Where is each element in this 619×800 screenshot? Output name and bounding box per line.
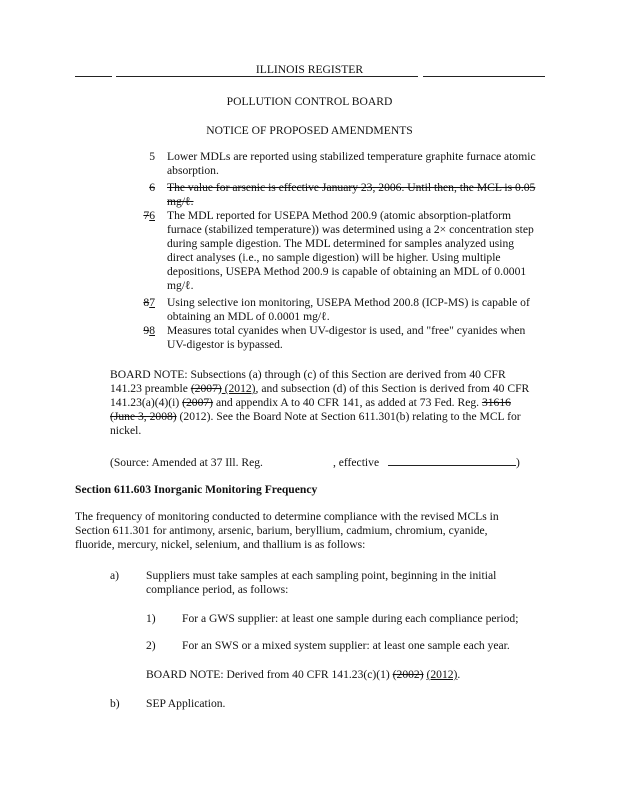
board-note: BOARD NOTE: Subsections (a) through (c) of this Section are derived from 40 CFR 141.23 preamble (2007) (2012), and subsection (d) of this Section is derived from 40 CFR 141.23(a)(4)(i) (2007) and appendix A to 40 CFR 141, as added at 73 Fed. Reg. 31616 (June 3, 2008) (2012). See the Board Note at Section 611.301(b) relating to the MCL for nickel. (110, 368, 530, 437)
footnote-text-deleted: The value for arsenic is effective January 23, 2006. Until then, the MCL is 0.05 mg/ℓ. (167, 181, 536, 208)
subsection-a-board-note: BOARD NOTE: Derived from 40 CFR 141.23(c)(1) (2002) (2012). (146, 668, 461, 681)
subsection-a1-text: For a GWS supplier: at least one sample during each compliance period; (182, 612, 519, 625)
subsection-a-label: a) (110, 569, 120, 582)
footnote-number: 5 (149, 150, 155, 163)
footnote-text: Measures total cyanides when UV-digestor is used, and "free" cyanides when UV-digestor is bypassed. (167, 324, 526, 351)
footnote-text: Using selective ion monitoring, USEPA Method 200.8 (ICP-MS) is capable of obtaining an MDL of 0.0001 mg/ℓ. (167, 296, 530, 323)
section-heading: Section 611.603 Inorganic Monitoring Frequency (75, 483, 318, 496)
effective-date-blank (388, 454, 516, 466)
register-title: ILLINOIS REGISTER (255, 63, 364, 76)
notice-title: NOTICE OF PROPOSED AMENDMENTS (206, 124, 413, 137)
subsection-b-label: b) (110, 697, 120, 710)
subsection-a1-label: 1) (146, 612, 156, 625)
footnote-text: The MDL reported for USEPA Method 200.9 (atomic absorption-platform furnace (stabilized temperature)) was determined using a 2× concentration step during sample digestion. The MDL determined for samples analyzed using direct analyses (i.e., no sample digestion) will be higher. Using multiple depositions, USEPA Method 200.9 is capable of obtaining an MDL of 0.0001 mg/ℓ. (167, 209, 534, 292)
subsection-a-text: Suppliers must take samples at each sampling point, beginning in the initial compliance period, as follows: (146, 569, 497, 596)
section-intro: The frequency of monitoring conducted to determine compliance with the revised MCLs in Section 611.301 for antimony, arsenic, barium, beryllium, cadmium, chromium, cyanide, fluoride, mercury, nickel, selenium, and thallium is as follows: (75, 510, 499, 551)
footnote-number: 76 (143, 209, 155, 222)
subsection-b-text: SEP Application. (146, 697, 226, 710)
subsection-a2-text: For an SWS or a mixed system supplier: at least one sample each year. (182, 639, 510, 652)
footnote-text: Lower MDLs are reported using stabilized temperature graphite furnace atomic absorption. (167, 150, 536, 177)
footnote-number-deleted: 6 (149, 181, 155, 194)
footnote-number: 98 (143, 324, 155, 337)
subsection-a2-label: 2) (146, 639, 156, 652)
board-title: POLLUTION CONTROL BOARD (226, 95, 393, 108)
source-line: (Source: Amended at 37 Ill. Reg. , effective ) (110, 456, 520, 469)
footnote-number: 87 (143, 296, 155, 309)
